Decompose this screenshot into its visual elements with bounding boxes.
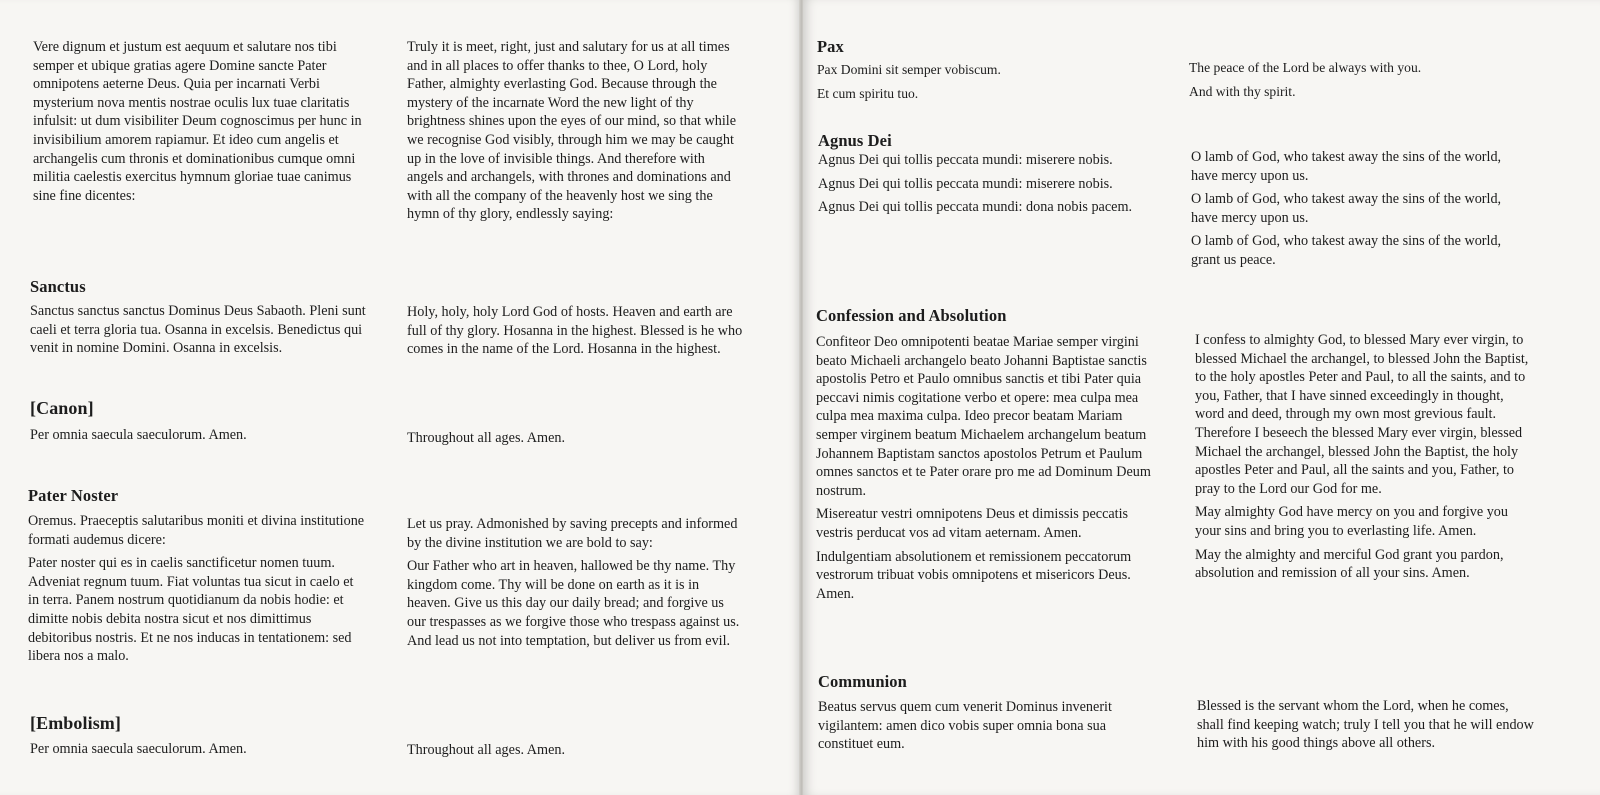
sanctus-latin: Sanctus sanctus sanctus Dominus Deus Sabaoth. Pleni sunt caeli et terra gloria tua. Osanna in excelsis. Benedictus qui venit in nomine Domini. Osanna in excelsis.	[30, 303, 366, 357]
canon-heading: [Canon]	[30, 398, 94, 418]
agnus-dei-english-3: O lamb of God, who takest away the sins of the world, grant us peace.	[1191, 233, 1502, 268]
pater-noster-english-intro: Let us pray. Admonished by saving precepts and informed by the divine institution we are bold to say:	[407, 516, 738, 551]
canon-latin: Per omnia saecula saeculorum. Amen.	[30, 427, 247, 443]
agnus-dei-english-block	[1191, 148, 1531, 270]
sanctus-latin-block	[30, 277, 370, 358]
confession-heading: Confession and Absolution	[816, 306, 1007, 325]
preface-latin: Vere dignum et justum est aequum et salutare nos tibi semper et ubique gratias agere Domine sancte Pater omnipotens aeterne Deus. Quia per incarnati Verbi mysterium nova mentis nostrae oculis lux tuae claritatis infulsit: ut dum visibiliter Deum cognoscimus per hunc in invisibilium amorem rapiamur. Et ideo cum angelis et archangelis cum thronis et dominationibus cumque omni militia caelestis exercitus hymnum gloriae tuae canimus sine fine dicentes:	[33, 39, 362, 204]
pater-noster-english-prayer: Our Father who art in heaven, hallowed be thy name. Thy kingdom come. Thy will be done on earth as it is in heaven. Give us this day our daily bread; and forgive us our trespasses as we forgive those who trespass against us. And lead us not into temptation, but deliver us from evil.	[407, 558, 740, 649]
confession-latin-2: Misereatur vestri omnipotens Deus et dimissis peccatis vestris perducat vos ad vitam aeternam. Amen.	[816, 506, 1129, 541]
embolism-latin-block	[30, 713, 370, 759]
canon-latin-block	[30, 398, 370, 445]
canon-english: Throughout all ages. Amen.	[407, 430, 566, 446]
agnus-dei-english-2: O lamb of God, who takest away the sins of the world, have mercy upon us.	[1191, 191, 1502, 226]
confession-english-block	[1195, 331, 1535, 583]
communion-english-block	[1197, 697, 1537, 753]
confession-latin-block	[816, 306, 1161, 603]
preface-english-block	[407, 38, 743, 224]
confession-latin-3: Indulgentiam absolutionem et remissionem peccatorum vestrorum tribuat vobis omnipotens et misericors Deus. Amen.	[816, 548, 1132, 602]
pater-noster-heading: Pater Noster	[28, 486, 119, 505]
communion-english: Blessed is the servant whom the Lord, when he comes, shall find keeping watch; truly I tell you that he will endow him with his good things above all others.	[1197, 698, 1534, 752]
pax-heading: Pax	[817, 37, 844, 56]
pax-english-2: And with thy spirit.	[1189, 83, 1296, 99]
confession-latin-1: Confiteor Deo omnipotenti beatae Mariae semper virgini beato Michaeli archangelo beato Johanni Baptistae sanctis apostolis Petro et Paulo omnibus sanctis et tibi Pater quia peccavi nimis cogitatione verbo et opere: mea culpa mea culpa mea maxima culpa. Ideo precor beatam Mariam semper virginem beatum Michaelem archangelum beatum Johannem Baptistam sanctos apostolos Petrum et Paulum omnes sanctos et te Pater orare pro me ad Dominum Deum nostrum.	[816, 334, 1151, 499]
agnus-dei-english-1: O lamb of God, who takest away the sins of the world, have mercy upon us.	[1191, 149, 1502, 184]
confession-english-3: May the almighty and merciful God grant you pardon, absolution and remission of all your sins. Amen.	[1195, 546, 1504, 582]
confession-english-1: I confess to almighty God, to blessed Mary ever virgin, to blessed Michael the archangel, to blessed John the Baptist, to the holy apostles Peter and Paul, to all the saints, and to you, Father, that I have sinned exceedingly in thought, word and deed, through my own most grevious fault. Therefore I beseech the blessed Mary ever virgin, blessed Michael the archangel, blessed John the Baptist, the holy apostles Peter and Paul, all the saints and you, Father, to pray to the Lord our God for me.	[1195, 332, 1529, 497]
pater-noster-latin-prayer: Pater noster qui es in caelis sanctificetur nomen tuum. Adveniat regnum tuum. Fiat voluntas tua sicut in caelo et in terra. Panem nostrum quotidianum da nobis hodie: et dimitte nobis debita nostra sicut et nos dimittimus debitoribus nostris. Et ne nos inducas in tentationem: sed libera nos a malo.	[28, 555, 354, 665]
agnus-dei-latin-1: Agnus Dei qui tollis peccata mundi: miserere nobis.	[818, 152, 1113, 168]
agnus-dei-latin-block	[818, 131, 1158, 217]
pater-noster-english-block	[407, 515, 743, 650]
agnus-dei-latin-2: Agnus Dei qui tollis peccata mundi: miserere nobis.	[818, 175, 1113, 192]
embolism-english: Throughout all ages. Amen.	[407, 742, 566, 758]
agnus-dei-latin-3: Agnus Dei qui tollis peccata mundi: dona nobis pacem.	[818, 199, 1133, 216]
embolism-english-block	[407, 741, 743, 760]
communion-latin-block	[818, 672, 1158, 754]
pax-latin-block	[817, 37, 1162, 103]
preface-english: Truly it is meet, right, just and salutary for us at all times and in all places to offer thanks to thee, O Lord, holy Father, almighty everlasting God. Because through the mystery of the incarnate Word the new light of thy brightness shines upon the eyes of our mind, so that while we recognise God visibly, through him we may be caught up in the love of invisible things. And therefore with angels and archangels, with thrones and dominations and with all the company of the heavenly host we sing the hymn of thy glory, endlessly saying:	[407, 39, 737, 223]
sanctus-english: Holy, holy, holy Lord God of hosts. Heaven and earth are full of thy glory. Hosanna in the highest. Blessed is he who comes in the name of the Lord. Hosanna in the highest.	[407, 304, 743, 358]
embolism-latin: Per omnia saecula saeculorum. Amen.	[30, 741, 247, 757]
communion-latin: Beatus servus quem cum venerit Dominus invenerit vigilantem: amen dico vobis super omnia bona sua constituet eum.	[818, 699, 1112, 753]
agnus-dei-heading: Agnus Dei	[818, 131, 892, 150]
embolism-heading: [Embolism]	[30, 713, 121, 733]
pax-english-1: The peace of the Lord be always with you.	[1189, 60, 1422, 75]
communion-heading: Communion	[818, 672, 907, 691]
right-page	[803, 0, 1600, 795]
confession-english-2: May almighty God have mercy on you and forgive you your sins and bring you to everlasting life. Amen.	[1195, 504, 1508, 539]
sanctus-english-block	[407, 303, 743, 359]
sanctus-heading: Sanctus	[30, 277, 86, 296]
pater-noster-latin-block	[28, 486, 368, 666]
pater-noster-latin-intro: Oremus. Praeceptis salutaribus moniti et divina institutione formati audemus dicere:	[28, 513, 365, 548]
pax-latin-1: Pax Domini sit semper vobiscum.	[817, 62, 1001, 77]
pax-english-block	[1189, 59, 1534, 101]
pax-latin-2: Et cum spiritu tuo.	[817, 85, 919, 101]
canon-english-block	[407, 429, 743, 448]
preface-latin-block	[33, 38, 368, 205]
